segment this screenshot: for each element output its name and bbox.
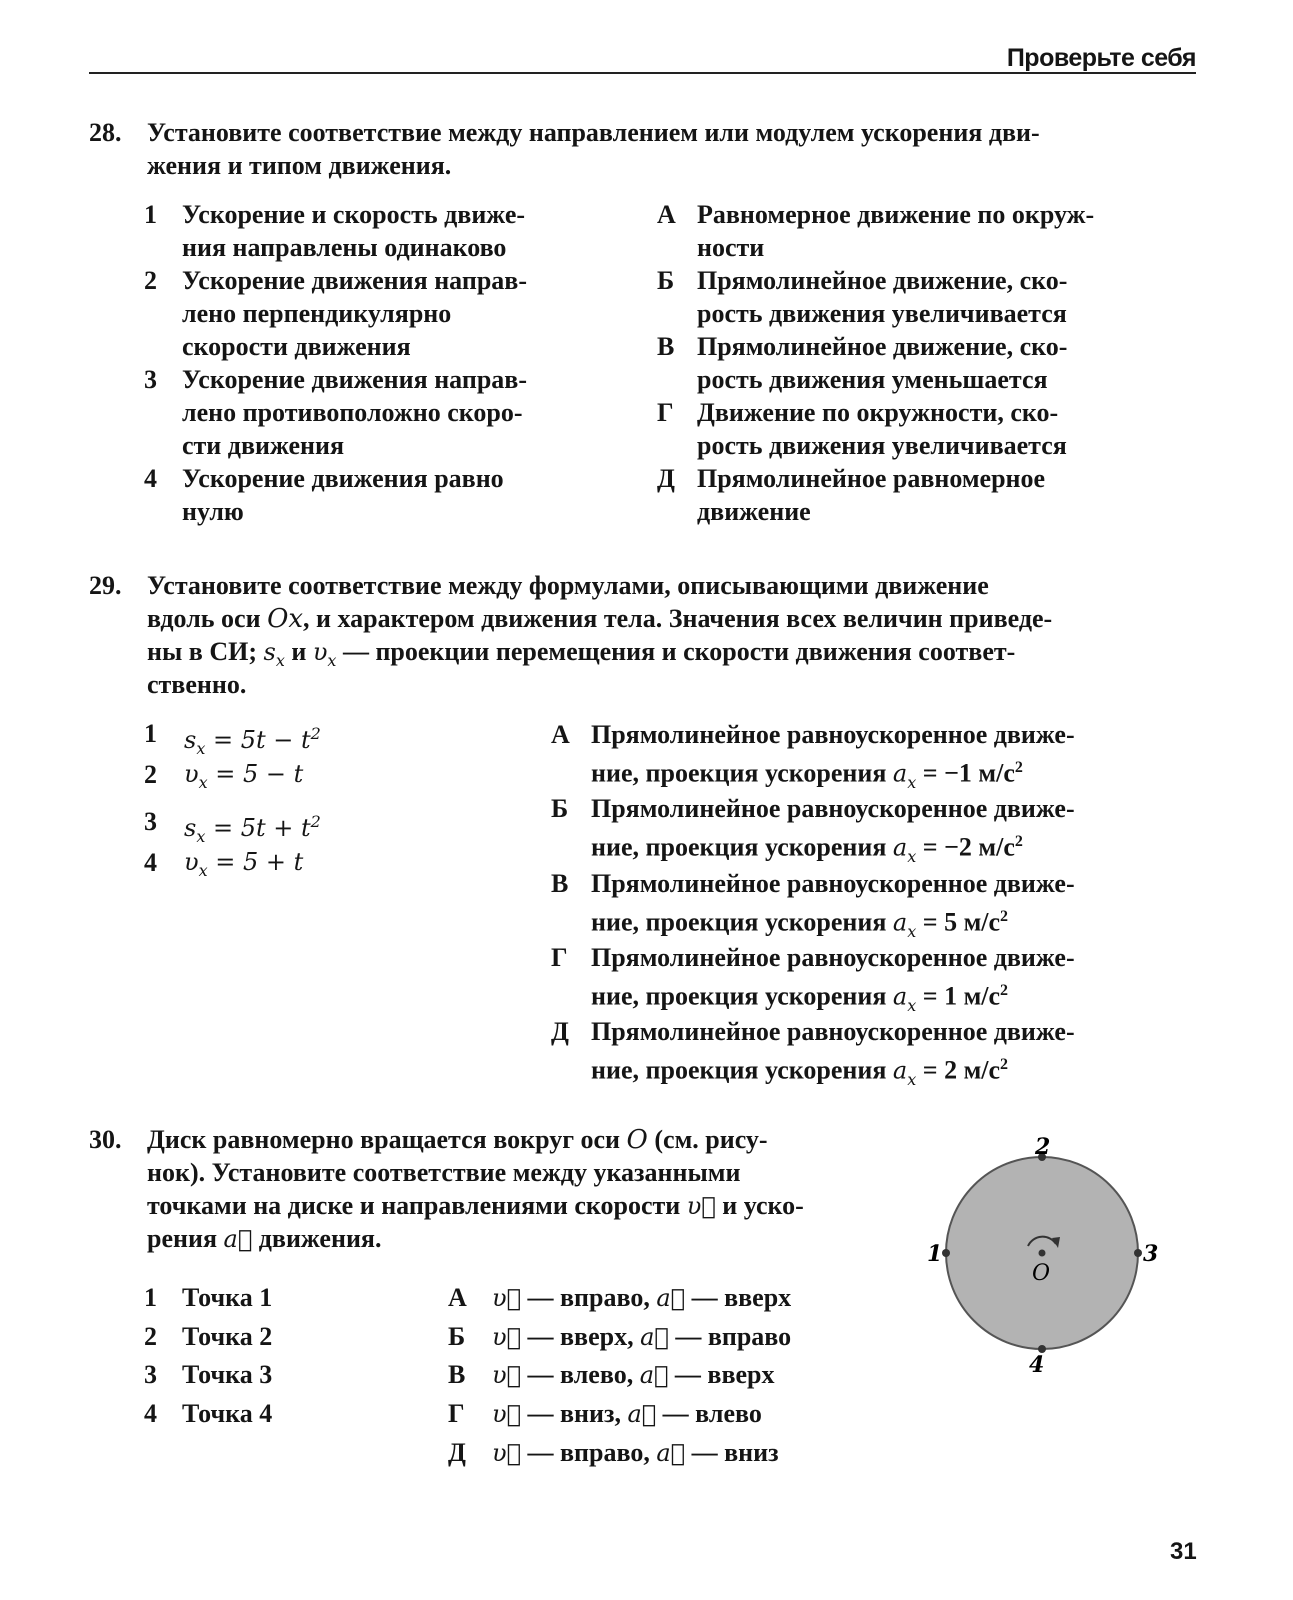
page-number: 31 <box>1170 1538 1197 1565</box>
item-text: Точка 4 <box>182 1399 273 1428</box>
velocity-symbol: υ⃗ <box>686 1192 716 1220</box>
item-key: Б <box>551 794 569 823</box>
stem-text: ны в СИ; <box>147 637 264 666</box>
item-line: рость движения увеличивается <box>697 431 1067 460</box>
item-value: = 2 м/с <box>916 1055 1001 1085</box>
item-line: Прямолинейное равноускоренное движе- <box>591 943 1075 972</box>
axis-symbol: O <box>626 1125 648 1155</box>
item-line: Прямолинейное движение, ско- <box>697 332 1068 361</box>
item-key: 2 <box>144 1322 157 1351</box>
symbol-a: a <box>892 908 908 937</box>
item-key: 1 <box>144 1283 157 1312</box>
direction-text: — вниз <box>685 1438 779 1467</box>
velocity-symbol: υ⃗ <box>492 1400 521 1428</box>
item-text: ние, проекция ускорения <box>591 1055 893 1085</box>
point-1-label: 1 <box>927 1241 943 1267</box>
item-line: Ускорение и скорость движе- <box>182 200 526 229</box>
item-line: Прямолинейное движение, ско- <box>697 266 1068 295</box>
symbol-a: a <box>892 759 908 788</box>
item-key: Д <box>448 1438 466 1467</box>
axis-center-marker <box>1039 1250 1046 1257</box>
problem-29-number: 29. <box>89 571 122 600</box>
item-key: 2 <box>144 266 157 295</box>
velocity-symbol: υ⃗ <box>492 1284 521 1312</box>
item-key: А <box>448 1283 467 1312</box>
stem-text: , и характером движения тела. Значения всех величин приведе- <box>303 604 1053 633</box>
problem-30-stem-line-1 <box>147 1123 880 1157</box>
item-line: Прямолинейное равноускоренное движе- <box>591 720 1075 749</box>
item-line: нулю <box>182 497 244 526</box>
subscript: x <box>907 995 917 1015</box>
item-line: рость движения увеличивается <box>697 299 1067 328</box>
problem-28-stem-line-1: Установите соответствие между направлением или модулем ускорения дви- <box>147 118 1040 147</box>
item-key: Д <box>657 464 675 493</box>
item-text <box>492 1397 762 1431</box>
item-text: Точка 2 <box>182 1322 273 1351</box>
formula-var: υ <box>184 848 199 876</box>
stem-text: — проекции перемещения и скорости движения соответ- <box>336 637 1016 666</box>
formula-sup: 2 <box>310 812 321 831</box>
stem-text: рения <box>147 1224 224 1253</box>
item-text: ние, проекция ускорения <box>591 832 893 862</box>
item-text: ние, проекция ускорения <box>591 981 893 1011</box>
direction-text: — вправо, <box>521 1438 657 1467</box>
formula-var: s <box>184 726 197 754</box>
item-line: ния направлены одинаково <box>182 233 507 262</box>
symbol-a: a <box>892 982 908 1011</box>
item-key: 3 <box>144 807 157 836</box>
item-line: рость движения уменьшается <box>697 365 1048 394</box>
superscript: 2 <box>1000 1056 1009 1073</box>
item-line: Прямолинейное равноускоренное движе- <box>591 1017 1075 1046</box>
item-line: Движение по окружности, ско- <box>697 398 1059 427</box>
formula <box>184 758 303 799</box>
item-line: Ускорение движения направ- <box>182 266 527 295</box>
item-line: Прямолинейное равноускоренное движе- <box>591 869 1075 898</box>
item-key: А <box>657 200 676 229</box>
item-line <box>591 1048 1171 1096</box>
formula-var: s <box>184 814 197 842</box>
item-line: Прямолинейное равноускоренное движе- <box>591 794 1075 823</box>
problem-28-number: 28. <box>89 118 122 147</box>
item-key: В <box>657 332 675 361</box>
item-key: Б <box>448 1322 466 1351</box>
symbol-s: s <box>263 638 276 666</box>
problem-30-stem-line-2: нок). Установите соответствие между указанными <box>147 1158 741 1187</box>
item-line: Ускорение движения равно <box>182 464 504 493</box>
symbol-a: a <box>892 833 908 862</box>
item-line <box>591 825 1171 873</box>
subscript: x <box>907 1069 917 1089</box>
formula <box>184 846 303 887</box>
superscript: 2 <box>1000 982 1009 999</box>
acceleration-symbol: a⃗ <box>627 1400 657 1428</box>
formula-expr: = 5 + t <box>207 848 304 876</box>
direction-text: — вверх, <box>521 1322 641 1351</box>
direction-text: — влево, <box>521 1360 640 1389</box>
formula-expr: = 5t − t <box>205 726 311 754</box>
subscript: x <box>907 846 917 866</box>
acceleration-symbol: a⃗ <box>656 1439 686 1467</box>
symbol-a: a <box>892 1056 908 1085</box>
item-line: скорости движения <box>182 332 411 361</box>
formula-var: υ <box>184 760 199 788</box>
item-text: Точка 1 <box>182 1283 273 1312</box>
item-key: Г <box>551 943 568 972</box>
item-key: Г <box>448 1399 465 1428</box>
item-key: 3 <box>144 365 157 394</box>
item-line: движение <box>697 497 811 526</box>
header-divider <box>89 72 1196 74</box>
stem-text: движения. <box>252 1224 382 1253</box>
rotating-disk-figure <box>925 1128 1165 1388</box>
stem-text: (см. рису- <box>647 1125 768 1154</box>
direction-text: — вверх <box>685 1283 792 1312</box>
direction-text: — влево <box>656 1399 762 1428</box>
stem-text: точками на диске и направлениями скорости <box>147 1191 687 1220</box>
point-4-label: 4 <box>1029 1352 1045 1378</box>
problem-29-stem-line-1: Установите соответствие между формулами, описывающими движение <box>147 571 989 600</box>
item-line: ности <box>697 233 765 262</box>
item-text <box>492 1281 791 1315</box>
item-line: лено перпендикулярно <box>182 299 452 328</box>
axis-symbol: Ox <box>267 604 304 634</box>
item-text <box>492 1436 779 1470</box>
problem-29-stem-line-4: ственно. <box>147 670 247 699</box>
stem-text: вдоль оси <box>147 604 268 633</box>
acceleration-symbol: a⃗ <box>640 1323 669 1351</box>
formula-sub: x <box>196 826 206 846</box>
item-value: = 1 м/с <box>916 981 1001 1011</box>
item-line: сти движения <box>182 431 345 460</box>
page-header-title: Проверьте себя <box>1006 44 1196 72</box>
point-1-marker <box>942 1249 950 1257</box>
symbol-v: υ <box>312 638 328 666</box>
item-key: 4 <box>144 464 157 493</box>
formula-sub: x <box>196 738 206 758</box>
problem-29-stem-line-2 <box>147 602 1179 636</box>
formula-sub: x <box>198 860 208 880</box>
item-value: = −1 м/с <box>916 758 1015 788</box>
item-key: 4 <box>144 848 157 877</box>
problem-30-stem-line-3 <box>147 1189 880 1223</box>
item-line: лено противоположно скоро- <box>182 398 523 427</box>
item-text: Точка 3 <box>182 1360 273 1389</box>
item-line: Прямолинейное равномерное <box>697 464 1046 493</box>
formula-sub: x <box>198 772 208 792</box>
velocity-symbol: υ⃗ <box>492 1361 521 1389</box>
formula-sup: 2 <box>310 724 321 743</box>
item-key: А <box>551 720 570 749</box>
item-line: Равномерное движение по окруж- <box>697 200 1095 229</box>
item-key: Б <box>657 266 675 295</box>
item-key: 4 <box>144 1399 157 1428</box>
velocity-symbol: υ⃗ <box>492 1439 521 1467</box>
subscript: x <box>327 651 337 671</box>
item-value: = −2 м/с <box>916 832 1015 862</box>
subscript: x <box>275 651 285 671</box>
point-3-marker <box>1134 1249 1142 1257</box>
point-2-label: 2 <box>1035 1134 1051 1160</box>
item-key: 2 <box>144 760 157 789</box>
item-key: В <box>448 1360 466 1389</box>
item-key: В <box>551 869 569 898</box>
direction-text: — вправо <box>668 1322 792 1351</box>
direction-text: — вверх <box>668 1360 775 1389</box>
direction-text: — вправо, <box>521 1283 657 1312</box>
item-text: ние, проекция ускорения <box>591 758 893 788</box>
velocity-symbol: υ⃗ <box>492 1323 521 1351</box>
stem-text: и <box>284 637 313 666</box>
acceleration-symbol: a⃗ <box>656 1284 686 1312</box>
problem-30-stem-line-4 <box>147 1222 880 1256</box>
item-line: Ускорение движения направ- <box>182 365 527 394</box>
item-text <box>492 1358 775 1392</box>
item-value: = 5 м/с <box>916 907 1001 937</box>
item-text <box>492 1320 791 1354</box>
acceleration-symbol: a⃗ <box>223 1225 253 1253</box>
superscript: 2 <box>1014 833 1023 850</box>
point-3-label: 3 <box>1143 1241 1159 1267</box>
item-key: Г <box>657 398 674 427</box>
stem-text: Диск равномерно вращается вокруг оси <box>147 1125 627 1154</box>
problem-28-stem-line-2: жения и типом движения. <box>147 151 452 180</box>
item-key: 1 <box>144 200 157 229</box>
direction-text: — вниз, <box>521 1399 628 1428</box>
superscript: 2 <box>1000 908 1009 925</box>
subscript: x <box>907 772 917 792</box>
item-key: 3 <box>144 1360 157 1389</box>
item-key: Д <box>551 1017 569 1046</box>
item-text: ние, проекция ускорения <box>591 907 893 937</box>
item-key: 1 <box>144 719 157 748</box>
acceleration-symbol: a⃗ <box>639 1361 669 1389</box>
superscript: 2 <box>1014 759 1023 776</box>
formula-expr: = 5t + t <box>205 814 311 842</box>
subscript: x <box>907 921 917 941</box>
formula-expr: = 5 − t <box>207 760 304 788</box>
stem-text: и уско- <box>715 1191 804 1220</box>
center-o-label: O <box>1032 1261 1051 1286</box>
problem-30-number: 30. <box>89 1125 122 1154</box>
